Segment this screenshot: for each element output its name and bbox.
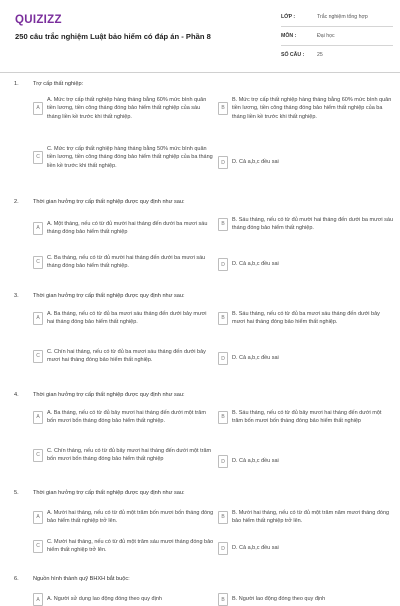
meta-row-subject <box>281 27 393 46</box>
option-d[interactable] <box>218 156 393 169</box>
meta-value: Trắc nghiệm tổng hợp <box>317 14 368 20</box>
option-a[interactable] <box>33 509 214 526</box>
option-d[interactable] <box>218 352 393 365</box>
meta-value: 25 <box>317 52 323 58</box>
option-text: B. Mức trợ cấp thất nghiệp hàng tháng bằng 60% mức bình quân tiền lương, tiền công tháng đóng bảo hiểm thất nghiệp của ba tháng liền kề trước khi thất nghiệp. <box>232 97 392 120</box>
option-key-box: A <box>33 511 43 524</box>
meta-table <box>281 8 393 64</box>
document-header <box>0 0 400 73</box>
option-text: A. Ba tháng, nếu có từ đủ ba mươi sáu tháng đến dưới bảy mươi hai tháng đóng bảo hiểm thất nghiệp. <box>47 311 207 326</box>
meta-row-class <box>281 8 393 27</box>
option-text: B. Sáu tháng, nếu có từ đủ bảy mươi hai tháng đến dưới một trăm bốn mươi bốn tháng đóng bảo hiểm thất nghiệp <box>232 410 382 425</box>
option-text: C. Chín hai tháng, nếu có từ đủ ba mươi sáu tháng đến dưới bảy mươi hai tháng đóng bảo hiểm thất nghiệp. <box>47 349 206 364</box>
option-text: A. Ba tháng, nếu có từ đủ bảy mươi hai tháng đến dưới một trăm bốn mươi bốn tháng đóng bảo hiểm thất nghiệp. <box>47 410 206 425</box>
option-b[interactable] <box>218 216 393 233</box>
question-text: Thời gian hưởng trợ cấp thất nghiệp được quy định như sau: <box>33 293 185 299</box>
meta-value: Đại học <box>317 33 335 39</box>
document-title: 250 câu trắc nghiệm Luật bảo hiểm có đáp án - Phần 8 <box>15 32 211 41</box>
option-key-box: D <box>218 156 228 169</box>
option-text: D. Cả a,b,c đều sai <box>232 458 279 465</box>
option-key-box: B <box>218 411 228 424</box>
option-c[interactable] <box>33 447 214 464</box>
question-text: Thời gian hưởng trợ cấp thất nghiệp được quy định như sau: <box>33 392 185 398</box>
question-text: Trợ cấp thất nghiệp: <box>33 81 84 87</box>
option-key-box: A <box>33 222 43 235</box>
option-key-box: B <box>218 102 228 115</box>
meta-label: LỚP : <box>281 14 296 20</box>
meta-row-count <box>281 46 393 64</box>
option-text: B. Sáu tháng, nếu có từ đủ ba mươi sáu tháng đến dưới bảy mươi hai tháng đóng bảo hiểm thất nghiệp. <box>232 311 380 326</box>
option-text: B. Mười hai tháng, nếu có từ đủ một trăm năm mươi tháng đóng bảo hiểm thất nghiệp trở lên. <box>232 510 390 525</box>
option-key-box: B <box>218 218 228 231</box>
meta-label: MÔN : <box>281 33 297 39</box>
option-a[interactable] <box>33 220 214 237</box>
option-text: C. Mức trợ cấp thất nghiệp hàng tháng bằng 50% mức bình quân tiền lương, tiền công tháng đóng bảo hiểm thất nghiệp của ba tháng liền kề trước khi thất nghiệp. <box>47 146 213 169</box>
option-key-box: D <box>218 542 228 555</box>
option-key-box: A <box>33 411 43 424</box>
question-text: Thời gian hưởng trợ cấp thất nghiệp được quy định như sau: <box>33 490 185 496</box>
option-key-box: A <box>33 102 43 115</box>
option-c[interactable] <box>33 145 214 170</box>
option-key-box: A <box>33 593 43 606</box>
option-key-box: C <box>33 350 43 363</box>
option-text: B. Người lao động đóng theo quy định <box>232 596 326 603</box>
option-text: A. Mười hai tháng, nếu có từ đủ một trăm bốn mươi bốn tháng đóng bảo hiểm thất nghiệp trở lên. <box>47 510 214 525</box>
option-a[interactable] <box>33 96 214 121</box>
option-key-box: D <box>218 352 228 365</box>
option-key-box: B <box>218 312 228 325</box>
option-d[interactable] <box>218 258 393 271</box>
option-d[interactable] <box>218 455 393 468</box>
option-b[interactable] <box>218 409 393 426</box>
option-key-box: C <box>33 151 43 164</box>
option-b[interactable] <box>218 509 393 526</box>
option-text: A. Mức trợ cấp thất nghiệp hàng tháng bằng 60% mức bình quân tiền lương, tiền công tháng đóng bảo hiểm thất nghiệp của sáu tháng liền kề trước khi thất nghiệp. <box>47 97 207 120</box>
option-text: C. Mười hai tháng, nếu có từ đủ một trăm sáu mươi tháng đóng bảo hiểm thất nghiệp trở lên. <box>47 539 214 554</box>
option-key-box: A <box>33 312 43 325</box>
option-b[interactable] <box>218 96 393 121</box>
option-c[interactable] <box>33 254 214 271</box>
option-key-box: B <box>218 511 228 524</box>
quizizz-logo: QUIZIZZ <box>15 14 62 26</box>
question-number: 6. <box>14 576 19 582</box>
option-a[interactable] <box>33 409 214 426</box>
option-text: A. Một tháng, nếu có từ đủ mười hai tháng đến dưới ba mươi sáu tháng đóng bảo hiểm thất nghiệp <box>47 221 208 236</box>
option-key-box: C <box>33 540 43 553</box>
option-text: D. Cả a,b,c đều sai <box>232 159 279 166</box>
option-b[interactable] <box>218 310 393 327</box>
question-number: 2. <box>14 199 19 205</box>
meta-label: SỐ CÂU : <box>281 52 305 58</box>
option-text: C. Ba tháng, nếu có từ đủ mười hai tháng đến dưới ba mươi sáu tháng đóng bảo hiểm thất nghiệp. <box>47 255 206 270</box>
option-key-box: C <box>33 256 43 269</box>
option-d[interactable] <box>218 542 393 555</box>
option-text: D. Cả a,b,c đều sai <box>232 545 279 552</box>
option-text: D. Cả a,b,c đều sai <box>232 261 279 268</box>
question-text: Nguồn hình thành quỹ BHXH bắt buộc: <box>33 576 130 582</box>
option-key-box: D <box>218 455 228 468</box>
option-text: D. Cả a,b,c đều sai <box>232 355 279 362</box>
option-c[interactable] <box>33 348 214 365</box>
option-key-box: B <box>218 593 228 606</box>
option-text: C. Chín tháng, nếu có từ đủ bảy mươi hai tháng đến dưới một trăm bốn mươi bốn tháng đóng bảo hiểm thất nghiệp <box>47 448 212 463</box>
option-c[interactable] <box>33 538 214 555</box>
option-key-box: C <box>33 449 43 462</box>
option-text: A. Người sử dụng lao động đóng theo quy định <box>47 596 162 603</box>
question-number: 5. <box>14 490 19 496</box>
option-a[interactable] <box>33 310 214 327</box>
question-number: 4. <box>14 392 19 398</box>
option-key-box: D <box>218 258 228 271</box>
question-number: 1. <box>14 81 19 87</box>
question-number: 3. <box>14 293 19 299</box>
question-text: Thời gian hưởng trợ cấp thất nghiệp được quy định như sau: <box>33 199 185 205</box>
option-text: B. Sáu tháng, nếu có từ đủ mười hai tháng đến dưới ba mươi sáu tháng đóng bảo hiểm thất nghiệp. <box>232 217 393 232</box>
